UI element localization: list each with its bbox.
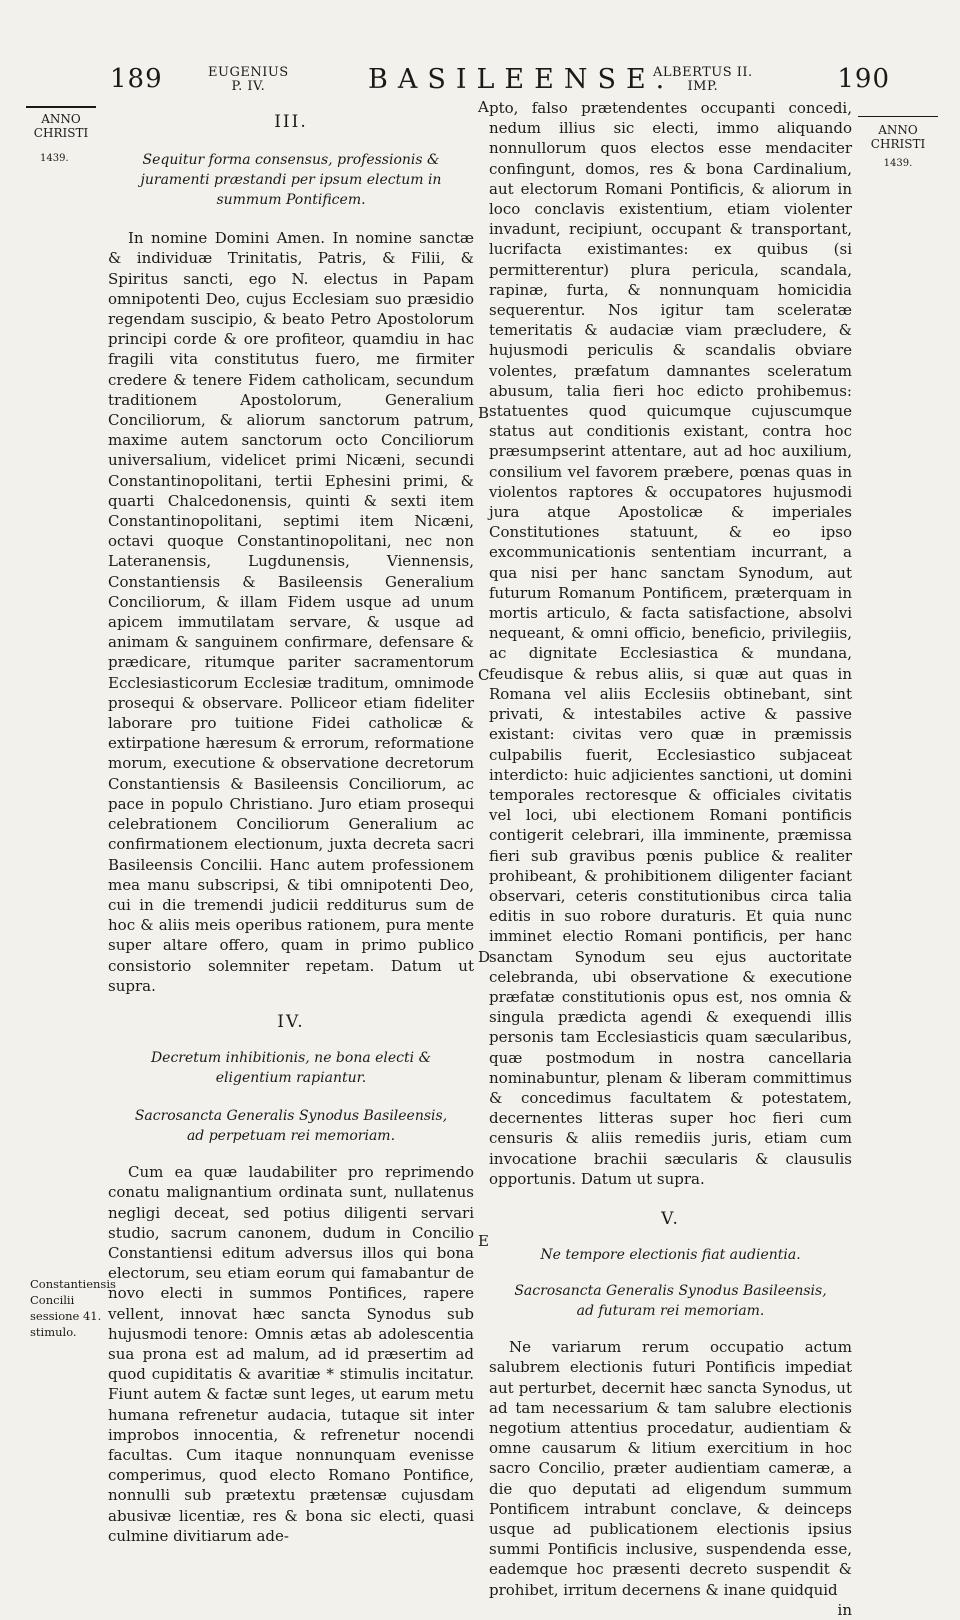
section-3-number: III. (274, 112, 308, 132)
margin-year-left (26, 106, 96, 164)
emperor-title: IMP. (687, 79, 719, 94)
section-letter-c: C (478, 666, 490, 684)
running-title: BASILEENSE. (368, 64, 675, 95)
margin-note-constantiensis: Constantiensis Concilii sessione 41. stimulo. (30, 1277, 116, 1339)
section-letter-b: B (478, 404, 490, 422)
margin-year-right (858, 116, 938, 171)
section-4-rubric: Decretum inhibitionis, ne bona electi & eligentium rapiantur. (150, 1050, 432, 1087)
section-3-text: In nomine Domini Amen. In nomine sanctæ & individuæ Trinitatis, Patris, & Filii, & Spiritus sancti, ego N. electus in Papam omnipotenti Deo, cujus Ecclesiam suo præsidio regendam suscipio, & beato Petro Apostolorum principi corde & ore profiteor, quamdiu in hac fragili vita constitutus fuero, me firmiter credere & tenere Fidem catholicam, secundum traditionem Apostolorum, Generalium Conciliorum, & aliorum sanctorum patrum, maxime autem sanctorum octo Conciliorum universalium, videlicet primi Nicæni, secundi Constantinopolitani, tertii Ephesini primi, & quarti Chalcedonensis, quinti & sexti item Constantinopolitani, septimi item Nicæni, octavi quoque Constantinopolitani, nec non Lateranensis, Lugdunensis, Viennensis, Constantiensis & Basileensis Generalium Conciliorum, & illam Fidem usque ad unum apicem immutilatam servare, & usque ad animam & sanguinem confirmare, defensare & prædicare, ritumque pariter sacramentorum Ecclesiasticorum Ecclesiæ traditum, omnimode prosequi & observare. Polliceor etiam fideliter laborare pro tuitione Fidei catholicæ & extirpatione hæresum & errorum, reformatione morum, executione & observatione decretorum Constantiensis & Basileensis Conciliorum, ac pace in populo Christiano. Juro etiam prosequi celebrationem Conciliorum Generalium ac confirmationem electionum, juxta decreta sacri Basileensis Concilii. Hanc autem professionem mea manu subscripsi, & tibi omnipotenti Deo, cui in die tremendi judicii redditurus sum de hoc & aliis meis operibus rationem, pura mente super altare offero, quam in primo publico consistorio solemniter repetam. Datum ut supra. (108, 229, 474, 995)
right-column (489, 98, 852, 1620)
section-5-rubric: Ne tempore electionis fiat audientia. (540, 1247, 801, 1264)
page-number-right: 190 (837, 64, 890, 94)
section-4-text: Cum ea quæ laudabiliter pro reprimendo conatu malignantium ordinata sunt, nullatenus negligi deceat, sed potius diligenti servari studio, sacrum canonem, dudum in Concilio Constantiensi editum adversus illos qui bona electorum, seu etiam eorum qui famabantur de novo electi in summos Pontifices, rapere vellent, innovat hæc sancta Synodus sub hujusmodi tenore: Omnis ætas ab adolescentia sua prona est ad malum, ad id præsertim ad quod cupiditatis & avaritiæ * stimulis incitatur. Fiunt autem & factæ sunt leges, ut earum metu humana refrenetur audacia, tutaque sit inter improbos innocentia, & refrenetur nocendi facultas. Cum itaque nonnunquam evenisse comperimus, quod electo Romano Pontifice, nonnulli sub prætextu prætensæ cujusdam abusivæ licentiæ, res & bona sic electi, quasi culmine divitiarum ade- (108, 1163, 474, 1545)
section-letter-a: A (478, 98, 489, 116)
pope-header (208, 66, 289, 94)
section-5-text: Ne variarum rerum occupatio actum salubrem electionis futuri Pontificis impediat aut perturbet, decernit hæc sancta Synodus, ut ad tam necessarium & tam salubre electionis negotium attentius procedatur, audientiam & omne causarum & litium exercitium in hoc sacro Concilio, præter audientiam cameræ, a die quo deputati ad eligendum summum Pontificem intrabunt conclave, & deinceps usque ad publicationem electionis ipsius summi Pontificis inclusive, suspendenda esse, eademque hoc præsenti decreto suspendit & prohibet, irritum decernens & inane quidquid (489, 1338, 852, 1599)
section-letter-e: E (478, 1232, 489, 1250)
section-5-subrubric: Sacrosancta Generalis Synodus Basileensis, ad futuram rei memoriam. (514, 1283, 827, 1320)
pope-name: EUGENIUS (208, 65, 289, 80)
section-4-number: IV. (277, 1011, 305, 1032)
year-right: 1439. (883, 158, 913, 169)
section-5-number: V. (661, 1208, 680, 1229)
year-left: 1439. (40, 153, 69, 164)
anno-christi-left: ANNO CHRISTI (33, 112, 89, 140)
section-4-text-continued: pto, falso prætendentes occupanti concedi, nedum illius sic electi, immo aliquando nonnullorum quos electos esse mendaciter confingunt, domos, res & bona Cardinalium, aut electorum Romani Pontificis, & aliorum in loco conclavis existentium, etiam violenter invadunt, recipiunt, occupant & transportant, lucrifacta existimantes: ex quibus (si permitterentur) plura pericula, scandala, rapinæ, furta, & nonnunquam homicidia sequerentur. Nos igitur tam sceleratæ temeritatis & audaciæ viam præcludere, & hujusmodi periculis & scandalis obviare volentes, præfatum damnantes sceleratum abusum, talia fieri hoc edicto prohibemus: statuentes quod quicumque cujuscumque status aut conditionis existant, contra hoc præsumpserint attentare, aut ad hoc auxilium, consilium vel favorem præbere, pœnas quas in violentos raptores & occupatores hujusmodi jura atque Apostolicæ & imperiales Constitutiones statuunt, & eo ipso excommunicationis sententiam incurrant, a qua nisi per hanc sanctam Synodum, aut futurum Romanum Pontificem, præterquam in mortis articulo, & facta satisfactione, absolvi nequeant, & omni officio, beneficio, privilegiis, ac dignitate Ecclesiastica & mundana, feudisque & rebus aliis, si quæ aut quas in Romana vel aliis Ecclesiis obtinebant, sint privati, & intestabiles active & passive existant: civitas vero quæ in præmissis culpabilis fuerit, Ecclesiastico subjaceat interdicto: huic adjicientes sanctioni, ut domini temporales rectoresque & officiales civitatis vel loci, ubi electionem Romani pontificis contigerit celebrari, illa imminente, præmissa fieri sub gravibus pœnis publice & realiter prohibeant, & prohibitionem diligenter faciant observari, ceteris constitutionibus circa talia editis in suo robore duraturis. Et quia nunc imminet electio Romani pontificis, per hanc sanctam Synodum seu ejus auctoritate celebranda, ubi observatione & executione præfatæ constitutionis opus est, nos omnia & singula prædicta agendi & exequendi illis personis tam Ecclesiasticis quam sæcularibus, quæ postmodum in nostra cancellaria nominabuntur, plenam & liberam committimus & concedimus facultatem & potestatem, decernentes litteras super hoc fieri cum censuris & aliis remediis juris, etiam cum invocatione brachii sæcularis & clausulis opportunis. Datum ut supra. (489, 99, 852, 1188)
section-3-rubric: Sequitur forma consensus, professionis & juramenti præstandi per ipsum electum in summum Pontificem. (140, 152, 442, 209)
catchword: in (837, 1600, 852, 1619)
pope-number: P. IV. (231, 79, 266, 94)
section-4-subrubric: Sacrosancta Generalis Synodus Basileensis, ad perpetuam rei memoriam. (134, 1108, 448, 1145)
page-number-left: 189 (110, 64, 163, 94)
anno-christi-right: ANNO CHRISTI (870, 123, 926, 151)
emperor-header (653, 66, 753, 94)
section-letter-d: D (478, 948, 491, 966)
emperor-name: ALBERTUS II. (653, 65, 753, 80)
left-column (108, 112, 474, 1546)
